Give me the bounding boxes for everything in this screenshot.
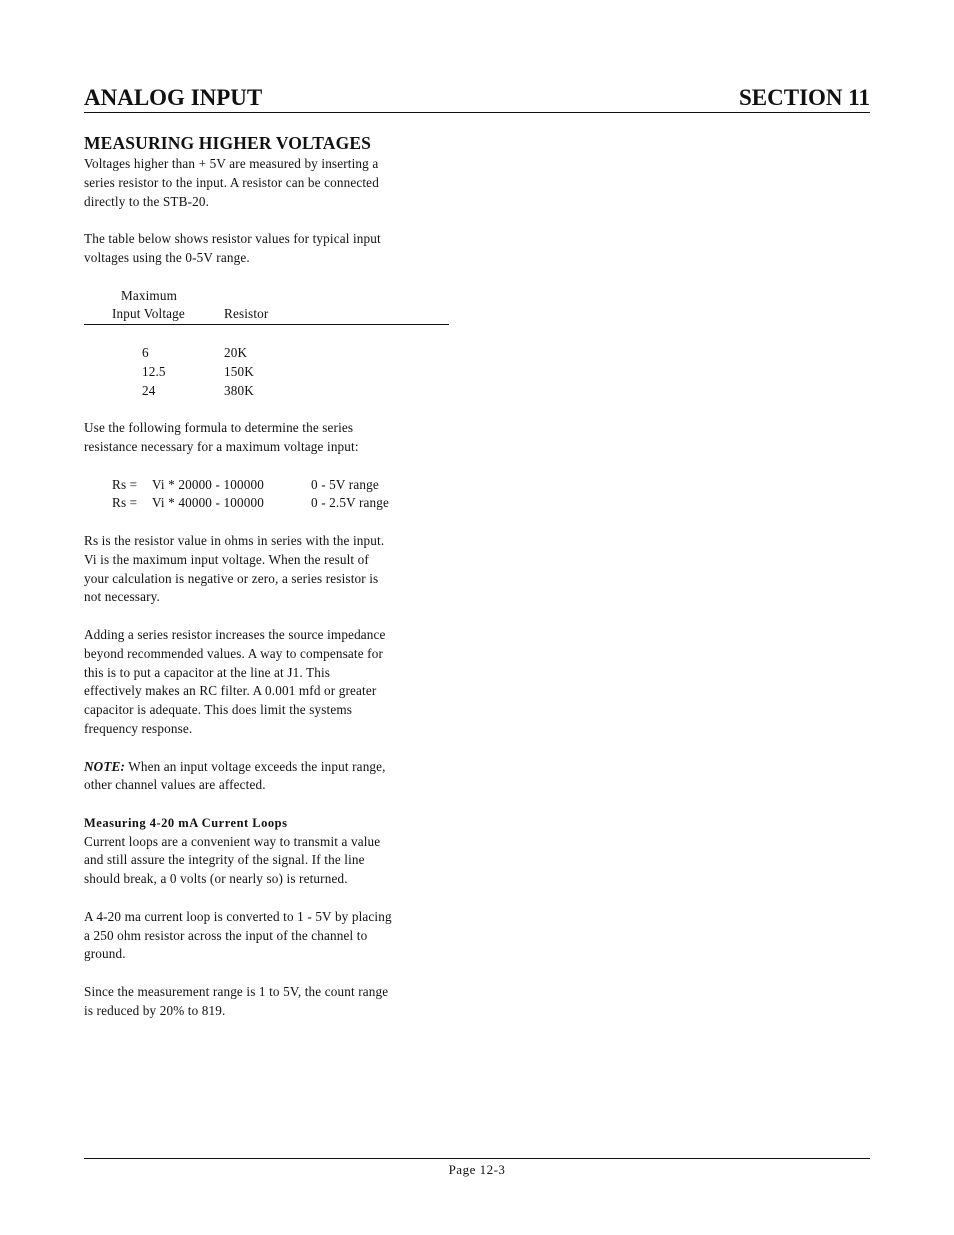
formula-block (84, 476, 452, 514)
table-cell-voltage: 6 (142, 344, 149, 360)
text-line: this is to put a capacitor at the line at J1. This (84, 664, 331, 680)
table-row (84, 344, 449, 363)
text-line: Vi is the maximum input voltage. When the result of (84, 551, 369, 567)
header-right-title: SECTION 11 (738, 85, 870, 110)
text-line: a 250 ohm resistor across the input of the channel to (84, 927, 368, 943)
text-line: capacitor is adequate. This does limit the systems (84, 702, 353, 718)
current-loops-title: Measuring 4-20 mA Current Loops (84, 815, 288, 830)
text-line: Current loops are a convenient way to transmit a value (84, 833, 381, 849)
formula-intro-paragraph (84, 419, 452, 457)
text-line: directly to the STB-20. (84, 193, 210, 209)
note-paragraph (84, 758, 452, 796)
rs-explanation-paragraph (84, 532, 452, 607)
text-line: A 4-20 ma current loop is converted to 1 - 5V by placing (84, 908, 392, 924)
text-line: Use the following formula to determine the series (84, 420, 354, 436)
formula-range: 0 - 2.5V range (311, 495, 390, 511)
table-header-row (84, 305, 449, 325)
text-line: Adding a series resistor increases the source impedance (84, 626, 386, 642)
formula-expression: Vi * 40000 - 100000 (152, 495, 264, 511)
text-line: frequency response. (84, 720, 193, 736)
text-line: ground. (84, 946, 126, 962)
table-cell-voltage: 24 (142, 382, 156, 398)
page-number: Page 12-3 (448, 1162, 506, 1177)
page-header (84, 84, 870, 113)
text-line: Rs is the resistor value in ohms in series with the input. (84, 532, 385, 548)
table-cell-voltage: 12.5 (142, 363, 166, 379)
table-header-row (84, 287, 449, 306)
formula-line (84, 494, 452, 513)
formula-lhs: Rs = (112, 476, 138, 492)
text-line: series resistor to the input. A resistor can be connected (84, 174, 379, 190)
text-line: and still assure the integrity of the signal. If the line (84, 852, 365, 868)
table-cell-resistor: 380K (224, 382, 254, 398)
text-line: is reduced by 20% to 819. (84, 1002, 226, 1018)
text-line: The table below shows resistor values for typical input (84, 231, 381, 247)
table-row (84, 363, 449, 382)
formula-lhs: Rs = (112, 495, 138, 511)
text-line: other channel values are affected. (84, 777, 266, 793)
table-intro-paragraph (84, 230, 452, 268)
impedance-paragraph (84, 626, 452, 739)
column-header-resistor: Resistor (224, 306, 269, 322)
header-left-title: ANALOG INPUT (84, 85, 263, 110)
page-footer (84, 1158, 870, 1177)
note-text: When an input voltage exceeds the input range, (125, 758, 386, 774)
main-content (84, 132, 452, 1021)
text-line: your calculation is negative or zero, a series resistor is (84, 570, 379, 586)
formula-range: 0 - 5V range (311, 476, 379, 492)
resistor-table (84, 287, 449, 401)
text-line: should break, a 0 volts (or nearly so) is returned. (84, 871, 348, 887)
text-line: Voltages higher than + 5V are measured by inserting a (84, 156, 379, 171)
text-line: effectively makes an RC filter. A 0.001 mfd or greater (84, 683, 377, 699)
formula-expression: Vi * 20000 - 100000 (152, 476, 264, 492)
table-row (84, 382, 449, 401)
text-line (84, 758, 452, 777)
formula-line (84, 476, 452, 495)
note-label: NOTE: (84, 758, 126, 774)
text-line: not necessary. (84, 589, 160, 605)
current-loops-paragraph (84, 833, 452, 889)
column-header-maximum: Maximum (121, 287, 177, 303)
text-line: beyond recommended values. A way to compensate for (84, 645, 384, 661)
table-cell-resistor: 20K (224, 344, 248, 360)
section-title: MEASURING HIGHER VOLTAGES (84, 133, 372, 153)
text-line: voltages using the 0-5V range. (84, 249, 250, 265)
text-line: Since the measurement range is 1 to 5V, the count range (84, 984, 389, 1000)
intro-paragraph (84, 155, 452, 211)
table-cell-resistor: 150K (224, 363, 254, 379)
column-header-input-voltage: Input Voltage (112, 306, 185, 322)
current-loop-conversion-paragraph (84, 908, 452, 964)
text-line: resistance necessary for a maximum voltage input: (84, 438, 359, 454)
count-range-paragraph (84, 983, 452, 1021)
